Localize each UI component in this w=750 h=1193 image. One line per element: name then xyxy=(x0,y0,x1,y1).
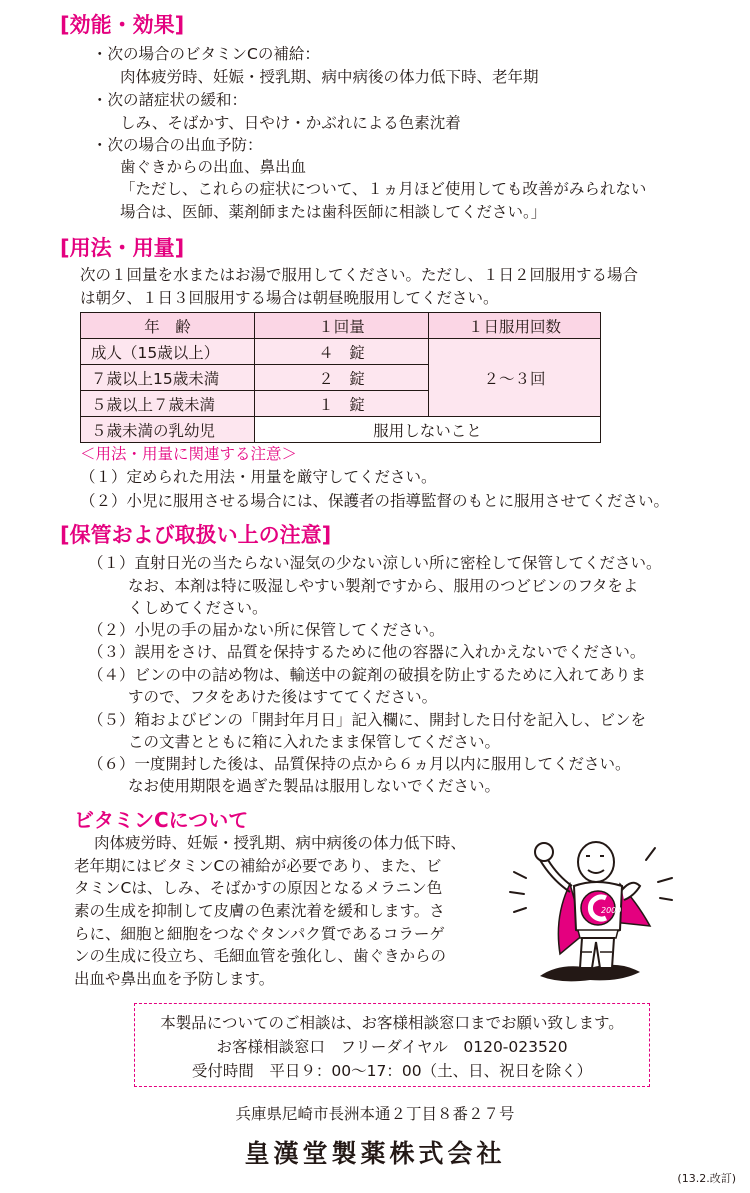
dosage-notes-title: ＜用法・用量に関連する注意＞ xyxy=(80,445,298,463)
about-line: 老年期にはビタミンCの補給が必要であり、また、ビ xyxy=(74,857,442,875)
dosage-dose-cell: ４ 錠 xyxy=(255,339,429,365)
table-row xyxy=(81,339,601,365)
efficacy-line: しみ、そばかす、日やけ・かぶれによる色素沈着 xyxy=(120,114,461,132)
storage-line: すので、フタをあけた後はすててください。 xyxy=(128,688,438,706)
storage-line: くしめてください。 xyxy=(128,599,268,617)
dosage-dose-cell: １ 錠 xyxy=(255,391,429,417)
table-row xyxy=(81,417,601,443)
storage-line: なお使用期限を過ぎた製品は服用しないでください。 xyxy=(128,777,501,795)
storage-line: この文書とともに箱に入れたまま保管してください。 xyxy=(128,733,501,751)
about-line: 素の生成を抑制して皮膚の色素沈着を緩和します。さ xyxy=(74,902,445,920)
storage-line: なお、本剤は特に吸湿しやすい製剤ですから、服用のつどビンのフタをよ xyxy=(128,577,639,595)
dosage-age-cell: ５歳未満の乳幼児 xyxy=(81,417,255,443)
contact-line: 本製品についてのご相談は、お客様相談窓口までお願い致します。 xyxy=(160,1014,624,1032)
company-address: 兵庫県尼崎市長洲本通２丁目８番２７号 xyxy=(235,1105,515,1123)
about-line: タミンCは、しみ、そばかすの原因となるメラニン色 xyxy=(74,879,443,897)
dosage-infant-note: 服用しないこと xyxy=(255,417,601,443)
dosage-table-header-row xyxy=(81,313,601,339)
revision-note: (13.2.改訂) xyxy=(677,1172,736,1185)
dosage-header-times: １日服用回数 xyxy=(429,313,601,339)
efficacy-line: ・次の場合のビタミンCの補給： xyxy=(92,45,320,63)
dosage-note-line: （２）小児に服用させる場合には、保護者の指導監督のもとに服用させてください。 xyxy=(80,492,670,510)
storage-line: （２）小児の手の届かない所に保管してください。 xyxy=(88,621,445,639)
dosage-age-cell: 成人（15歳以上） xyxy=(81,339,255,365)
efficacy-line: 歯ぐきからの出血、鼻出血 xyxy=(120,158,307,176)
dosage-age-cell: ５歳以上７歳未満 xyxy=(81,391,255,417)
efficacy-line: 場合は、医師、薬剤師または歯科医師に相談してください。」 xyxy=(120,203,547,221)
about-line: 出血や鼻出血を予防します。 xyxy=(74,970,275,988)
storage-line: （１）直射日光の当たらない湿気の少ない涼しい所に密栓して保管してください。 xyxy=(88,554,662,572)
vitamin-c-mascot-illustration xyxy=(500,826,690,986)
storage-line: （４）ビンの中の詰め物は、輸送中の錠剤の破損を防止するために入れてありま xyxy=(88,666,647,684)
dosage-header-age: 年 齢 xyxy=(81,313,255,339)
dosage-times-cell: ２～３回 xyxy=(429,339,601,417)
efficacy-line: 「ただし、これらの症状について、１ヵ月ほど使用しても改善がみられない xyxy=(120,180,647,198)
dosage-table xyxy=(80,312,601,443)
contact-freedial-line: お客様相談窓口 フリーダイヤル 0120-023520 xyxy=(216,1038,568,1056)
mascot-emblem-text: 2000 xyxy=(601,906,622,915)
efficacy-line: ・次の諸症状の緩和： xyxy=(92,91,248,109)
contact-box xyxy=(134,1003,650,1087)
dosage-age-cell: ７歳以上15歳未満 xyxy=(81,365,255,391)
dosage-dose-cell: ２ 錠 xyxy=(255,365,429,391)
efficacy-line: ・次の場合の出血予防： xyxy=(92,136,263,154)
dosage-intro-line: は朝夕、１日３回服用する場合は朝昼晩服用してください。 xyxy=(80,289,499,307)
efficacy-heading: [効能・効果] xyxy=(60,13,185,37)
storage-line: （３）誤用をさけ、品質を保持するために他の容器に入れかえないでください。 xyxy=(88,643,646,661)
dosage-heading: [用法・用量] xyxy=(60,236,185,260)
dosage-header-dose: １回量 xyxy=(255,313,429,339)
about-vitamin-c-title: ビタミンCについて xyxy=(74,808,249,832)
about-line: 肉体疲労時、妊娠・授乳期、病中病後の体力低下時、 xyxy=(94,834,467,852)
storage-line: （６）一度開封した後は、品質保持の点から６ヵ月以内に服用してください。 xyxy=(88,755,631,773)
efficacy-line: 肉体疲労時、妊娠・授乳期、病中病後の体力低下時、老年期 xyxy=(120,68,539,86)
about-line: ンの生成に役立ち、毛細血管を強化し、歯ぐきからの xyxy=(74,947,447,965)
about-line: らに、細胞と細胞をつなぐタンパク質であるコラーゲ xyxy=(74,925,445,943)
dosage-intro-line: 次の１回量を水またはお湯で服用してください。ただし、１日２回服用する場合 xyxy=(80,266,639,284)
dosage-note-line: （１）定められた用法・用量を厳守してください。 xyxy=(80,468,437,486)
storage-line: （５）箱およびビンの「開封年月日」記入欄に、開封した日付を記入し、ビンを xyxy=(88,711,647,729)
company-name: 皇漢堂製薬株式会社 xyxy=(244,1139,506,1168)
contact-hours-line: 受付時間 平日９：00～17：00（土、日、祝日を除く） xyxy=(191,1062,593,1080)
storage-heading: [保管および取扱い上の注意] xyxy=(60,523,332,547)
